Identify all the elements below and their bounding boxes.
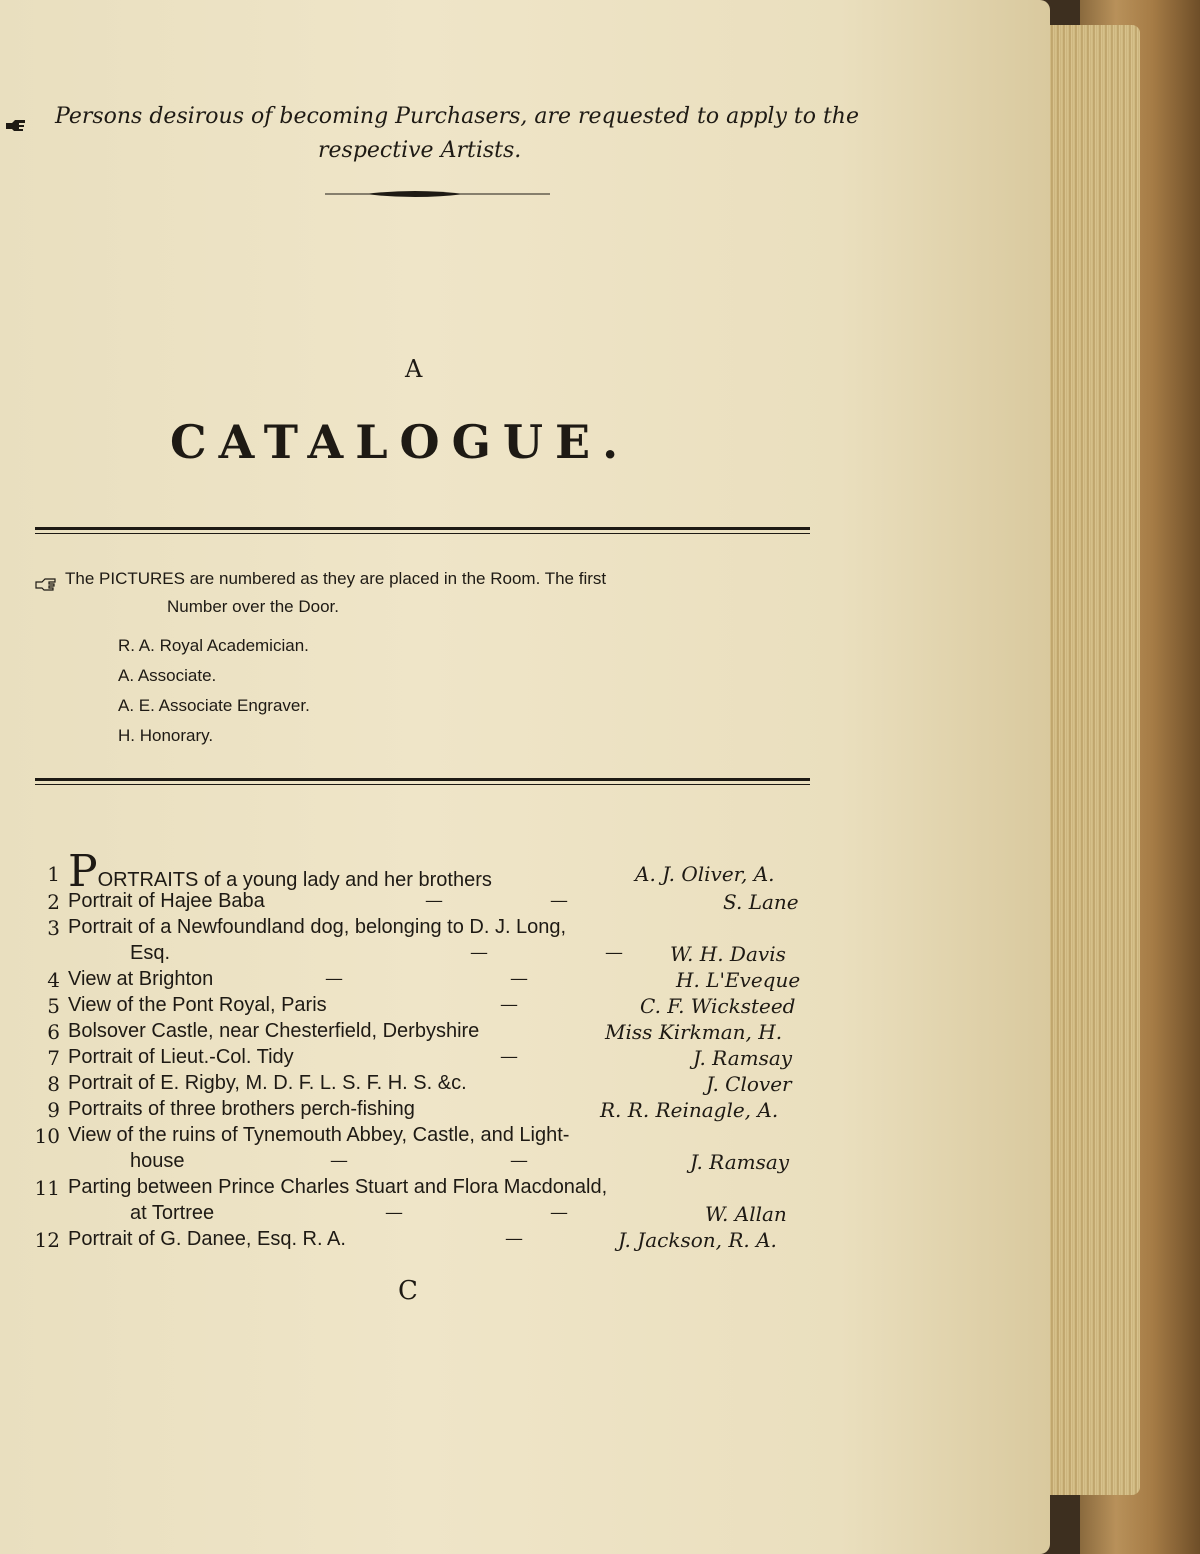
entry-dash: — [605,942,623,963]
entry-artist: J. Ramsay [690,1150,790,1174]
entry-dash: — [330,1150,348,1171]
entry-dash: — [500,1046,518,1067]
entry-title: Portrait of G. Danee, Esq. R. A. [68,1228,346,1250]
entry-number: 1 [47,862,60,886]
entry-artist: W. H. Davis [670,942,786,966]
entry-number: 4 [47,968,60,992]
entry-artist: J. Ramsay [693,1046,793,1070]
entry-title: View of the Pont Royal, Paris [68,994,327,1016]
divider-rule-top [35,527,810,537]
abbrev-h: H. Honorary. [118,726,214,745]
entry-number: 3 [47,916,60,940]
abbrev-a: A. Associate. [118,666,217,685]
entry-number: 10 [34,1124,60,1148]
entry-dash: — [470,942,488,963]
page-title: CATALOGUE. [170,415,631,469]
entry-artist: H. L'Eveque [676,968,801,992]
entry-title-cont: house [130,1150,185,1172]
pointing-hand-icon [35,573,57,587]
signature-mark: C [398,1276,418,1306]
entry-artist: J. Clover [706,1072,792,1096]
entry-number: 8 [47,1072,60,1096]
heading-article: A [405,355,423,383]
entry-number: 11 [34,1176,60,1200]
entry-title: View of the ruins of Tynemouth Abbey, Castle, and Light- [68,1124,570,1146]
entry-dash: — [500,994,518,1015]
entry-title: Bolsover Castle, near Chesterfield, Derbyshire [68,1020,480,1042]
entry-title: Portrait of Hajee Baba [68,890,265,912]
entry-dash: — [425,890,443,911]
entry-dash: — [510,1150,528,1171]
intro-line-1: The PICTURES are numbered as they are placed in the Room. The first [65,569,607,588]
entry-title: Portrait of E. Rigby, M. D. F. L. S. F. H. S. &c. [68,1072,467,1094]
ornament-divider [325,188,550,200]
entry-number: 2 [47,890,60,914]
entry-dash: — [510,968,528,989]
abbrev-ra: R. A. Royal Academician. [118,636,309,655]
entry-number: 6 [47,1020,60,1044]
entry-number: 9 [47,1098,60,1122]
entry-artist: S. Lane [723,890,799,914]
entry-dash: — [325,968,343,989]
entry-artist: J. Jackson, R. A. [618,1228,777,1252]
entry-dash: — [550,890,568,911]
entry-dash: — [385,1202,403,1223]
drop-cap: P [68,846,98,897]
entry-title-cont: at Tortree [130,1202,215,1224]
notice-line-1: Persons desirous of becoming Purchasers, are requested to apply to the [55,104,859,129]
abbrev-ae: A. E. Associate Engraver. [118,696,310,715]
entry-artist: W. Allan [705,1202,787,1226]
entry-title: Parting between Prince Charles Stuart and Flora Macdonald, [68,1176,608,1198]
intro-line-2: Number over the Door. [167,597,339,616]
entry-number: 12 [34,1228,60,1252]
divider-rule-bottom [35,778,810,788]
entry-title: Portrait of a Newfoundland dog, belonging to D. J. Long, [68,916,567,938]
entry-title: Portrait of Lieut.-Col. Tidy [68,1046,294,1068]
entry-title-cont: Esq. [130,942,171,964]
entry-artist: A. J. Oliver, A. [635,862,775,886]
entry-title: View at Brighton [68,968,214,990]
entry-title: PORTRAITS of a young lady and her brothers [68,846,492,897]
pointing-hand-icon [5,110,27,124]
entry-artist: C. F. Wicksteed [640,994,796,1018]
entry-number: 5 [47,994,60,1018]
entry-artist: R. R. Reinagle, A. [600,1098,779,1122]
notice-line-2: respective Artists. [318,138,522,163]
entry-dash: — [505,1228,523,1249]
entry-artist: Miss Kirkman, H. [605,1020,783,1044]
entry-number: 7 [47,1046,60,1070]
entry-dash: — [550,1202,568,1223]
entry-title: Portraits of three brothers perch-fishing [68,1098,415,1120]
